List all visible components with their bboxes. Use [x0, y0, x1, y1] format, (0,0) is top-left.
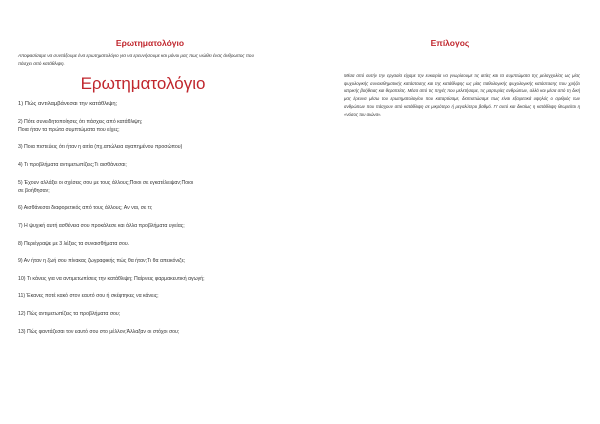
question-item: 6) Αισθάνεσαι διαφορετικός από τους άλλους; Αν ναι, σε τι; [18, 205, 153, 212]
epilogue-text: Μέσα από αυτήν την εργασία είχαμε την ευκαιρία να γνωρίσουμε τις αιτίες και τα συμπτώματα της μελαγχολίας ως μίας ψυχολογικής συναισθηματικής κατάστασης και της κατάθλιψης ως μίας παθολογικής ψυχολογικής κατάστασης που χρήζει ιατρικής βοήθειας και θεραπείας. Μέσα από τις πηγές που μελετήσαμε, τις μαρτυρίες ανθρώπων, αλλά και μέσα από τη δική μας έρευνα μέσω του ερωτηματολογίου που καταρτίσαμε, διαπιστώσαμε πως είναι εξαιρετικά υψηλός ο αριθμός των ανθρώπων που πάσχουν από κατάθλιψη σε μικρότερο ή μεγαλύτερο βαθμό. Γι' αυτό και δικαίως η κατάθλιψη θεωρείται η «νόσος του αιώνα». [344, 73, 580, 117]
question-item: 2) Πότε συνειδητοποίησες ότι πάσχεις από κατάθλιψη; Ποια ήταν τα πρώτα συμπτώματα που είχες; [18, 118, 143, 133]
section-title-questionnaire: Ερωτηματολόγιο [115, 38, 185, 48]
question-item: 1) Πώς αντιλαμβάνεσαι την κατάθλιψη; [18, 101, 118, 107]
section-title-epilogue: Επίλογος [430, 38, 470, 48]
right-page [300, 0, 600, 424]
question-item: 3) Ποια πιστεύεις ότι ήταν η αιτία (πχ.απώλεια αγαπημένου προσώπου) [18, 144, 183, 151]
questionnaire-heading: Ερωτηματολόγιο [80, 74, 206, 93]
question-item: 9) Αν ήταν η ζωή σου πίνακας ζωγραφικής πώς θα ήταν;Τι θα απεικόνιζε; [18, 258, 186, 265]
question-item: 10) Τι κάνεις για να αντιμετωπίσεις την κατάθλιψη; Παίρνεις φαρμακευτική αγωγή; [18, 275, 205, 282]
question-item: 4) Τι προβλήματα αντιμετωπίζεις;Τι αισθάνεσαι; [18, 161, 127, 168]
intro-text: Αποφασίσαμε να συντάξουμε ένα ερωτηματολόγιο για να ερευνήσουμε και μόνοι μας πως νιώθει ένας άνθρωπος που πάσχει από κατάθλιψη. [18, 53, 255, 66]
question-item: 13) Πώς φαντάζεσαι τον εαυτό σου στο μέλλον;Άλλαξαν οι στόχοι σου; [18, 328, 180, 335]
question-item: 7) Η ψυχική αυτή ασθένεια σου προκάλεσε και άλλα προβλήματα υγείας; [18, 222, 185, 229]
question-list [18, 100, 280, 345]
question-item: 5) Έχουν αλλάξει οι σχέσεις σου με τους άλλους;Ποιοι σε εγκατέλειψαν;Ποιοι σε βοήθησαν; [18, 179, 194, 194]
question-item: 8) Περιέγραψε με 3 λέξεις τα συναισθήματα σου. [18, 240, 130, 247]
question-item: 12) Πώς αντιμετωπίζεις τα προβλήματα σου; [18, 310, 121, 317]
question-item: 11) Έκανες ποτέ κακό στον εαυτό σου ή σκέφτηκες να κάνεις; [18, 293, 159, 300]
